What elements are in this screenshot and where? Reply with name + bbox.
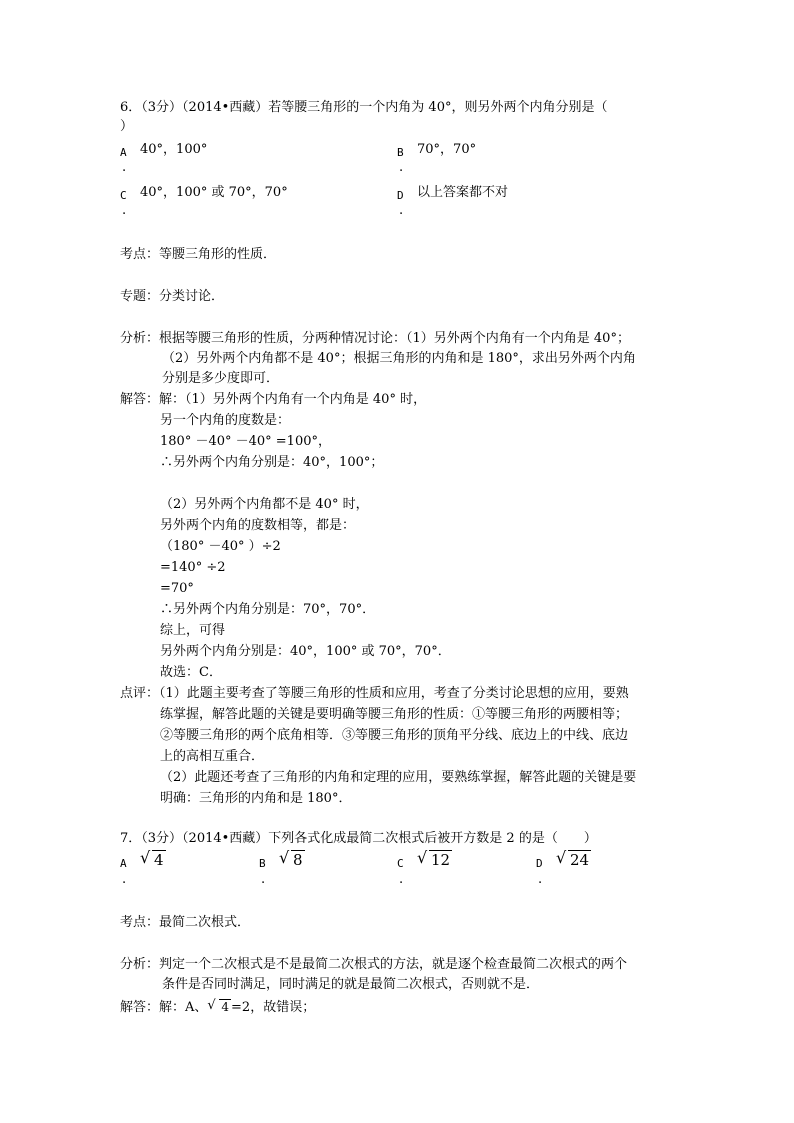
q6-option-d-dot: . [399, 203, 404, 218]
q7-option-a-radicand: 4 [154, 851, 164, 869]
q7-option-b-letter: B [259, 857, 266, 870]
q7-fenxi-line2: 条件是否同时满足，同时满足的就是最简二次根式，否则就不是． [162, 977, 540, 992]
q6-jieda-line6: 另外两个内角的度数相等，都是： [160, 518, 356, 533]
q7-option-d-expr [556, 850, 591, 872]
q7-jieda-prefix: 解答：解：A、 [120, 1000, 208, 1015]
q6-option-c-letter: C [120, 189, 127, 202]
q6-option-b-text: 70°，70° [417, 142, 477, 157]
q6-dianping-line6: 明确：三角形的内角和是 180°． [160, 791, 352, 806]
q6-jieda-line5: （2）另外两个内角都不是 40° 时， [160, 497, 369, 512]
q6-stem: 6．（3分）（2014•西藏）若等腰三角形的一个内角为 40°，则另外两个内角分别是（ [120, 100, 608, 115]
q7-option-c-sqrt: √ 12 [417, 848, 451, 869]
q6-jieda-line4: ∴另外两个内角分别是：40°，100°； [160, 455, 384, 470]
q6-option-d-text: 以上答案都不对 [417, 185, 509, 200]
q7-option-d-dot: . [538, 872, 543, 887]
q7-option-b-sqrt: √ 8 [279, 848, 303, 869]
q7-jieda-suffix: =2，故错误； [231, 1000, 316, 1015]
q6-jieda-line11: 综上，可得 [160, 623, 226, 638]
q6-jieda-line10: ∴另外两个内角分别是：70°，70°． [160, 602, 376, 617]
q6-dianping-line3: ②等腰三角形的两个底角相等．③等腰三角形的顶角平分线、底边上的中线、底边 [160, 728, 629, 743]
q6-fenxi-line2: （2）另外两个内角都不是 40°；根据三角形的内角和是 180°，求出另外两个内角 [162, 351, 636, 366]
q7-jieda-radicand: 4 [221, 1000, 230, 1014]
q6-jieda-line8: =140° ÷2 [160, 560, 226, 575]
q6-stem-close: ） [120, 119, 134, 134]
q7-option-b-dot: . [261, 872, 266, 887]
q6-dianping-line4: 上的高相互重合． [160, 749, 265, 764]
q7-jieda-line1 [120, 997, 315, 1018]
q7-option-a-expr [140, 850, 166, 872]
q7-option-a-letter: A [120, 857, 127, 870]
q6-option-b-letter: B [397, 146, 404, 159]
q6-jieda-line12: 另外两个内角分别是：40°，100° 或 70°，70°． [160, 644, 451, 659]
q7-option-a-dot: . [122, 872, 127, 887]
q7-option-c-letter: C [397, 857, 404, 870]
q6-option-a-text: 40°，100° [140, 142, 208, 157]
q7-option-c-expr [417, 850, 452, 872]
q7-option-c-radicand: 12 [431, 851, 451, 869]
q7-option-d-letter: D [536, 857, 543, 870]
q7-jieda-sqrt: √ 4 [207, 998, 230, 1014]
q6-jieda-line1: 解答：解：（1）另外两个内角有一个内角是 40° 时， [120, 392, 427, 407]
q7-kaodian: 考点：最简二次根式． [120, 915, 251, 930]
q6-fenxi-line1: 分析：根据等腰三角形的性质，分两种情况讨论：（1）另外两个内角有一个内角是 40°； [120, 331, 630, 346]
q6-jieda-line3: 180° －40° －40° =100°， [160, 434, 331, 449]
q6-option-d-letter: D [397, 189, 404, 202]
q7-stem: 7．（3分）（2014•西藏）下列各式化成最简二次根式后被开方数是 2 的是（ ） [120, 831, 597, 846]
q6-jieda-line9: =70° [160, 581, 194, 596]
q6-dianping-line1: 点评：（1）此题主要考查了等腰三角形的性质和应用，考查了分类讨论思想的应用，要熟 [120, 686, 629, 701]
q6-option-c-text: 40°，100° 或 70°，70° [140, 185, 288, 200]
q7-option-a-sqrt: √ 4 [140, 848, 164, 869]
q6-fenxi-line3: 分别是多少度即可． [162, 371, 280, 386]
q6-dianping-line2: 练掌握，解答此题的关键是要明确等腰三角形的性质：①等腰三角形的两腰相等； [160, 707, 629, 722]
q7-option-d-sqrt: √ 24 [556, 848, 590, 869]
q6-jieda-line13: 故选：C． [160, 665, 222, 680]
q6-option-b-dot: . [399, 160, 404, 175]
q7-option-b-expr [279, 850, 305, 872]
q6-option-c-dot: . [122, 203, 127, 218]
q6-jieda-line7: （180° －40° ）÷2 [160, 539, 281, 554]
q6-kaodian: 考点：等腰三角形的性质． [120, 247, 277, 262]
q7-option-c-dot: . [399, 872, 404, 887]
q6-option-a-letter: A [120, 146, 127, 159]
q7-fenxi-line1: 分析：判定一个二次根式是不是最简二次根式的方法，就是逐个检查最简二次根式的两个 [120, 957, 628, 972]
q7-option-d-radicand: 24 [570, 851, 590, 869]
q6-zhuanti: 专题：分类讨论． [120, 289, 225, 304]
q7-option-b-radicand: 8 [293, 851, 303, 869]
q6-option-a-dot: . [122, 160, 127, 175]
q6-jieda-line2: 另一个内角的度数是： [160, 413, 291, 428]
q6-dianping-line5: （2）此题还考查了三角形的内角和定理的应用，要熟练掌握，解答此题的关键是要 [160, 770, 637, 785]
